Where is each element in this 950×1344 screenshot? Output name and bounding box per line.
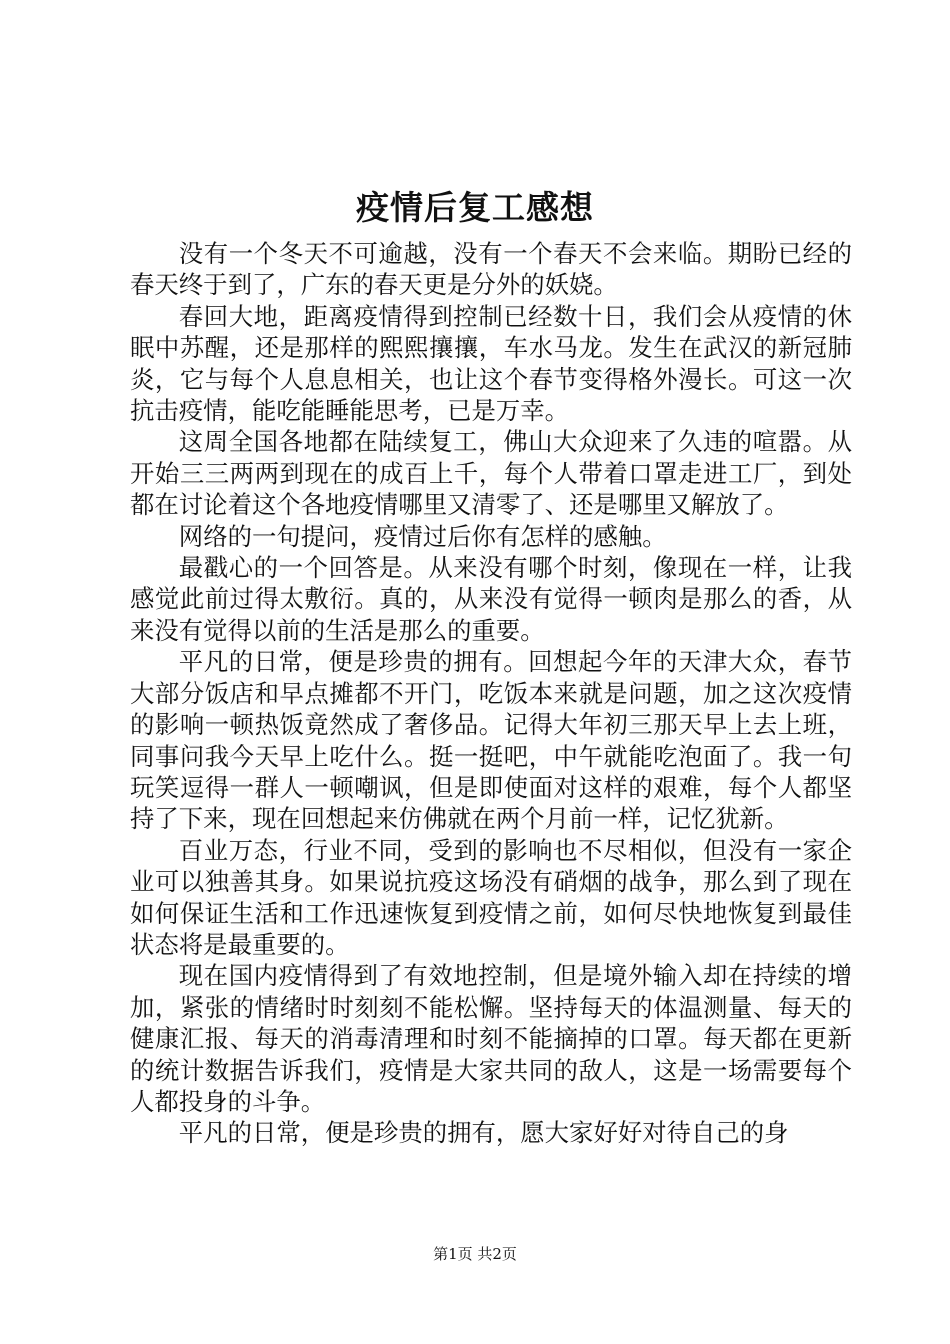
paragraph: 百业万态，行业不同，受到的影响也不尽相似，但没有一家企业可以独善其身。如果说抗疫这场没有硝烟的战争，那么到了现在如何保证生活和工作迅速恢复到疫情之前，如何尽快地恢复到最佳状态将是最重要的。 [130, 835, 852, 959]
document-title: 疫情后复工感想 [356, 188, 594, 227]
paragraph: 春回大地，距离疫情得到控制已经数十日，我们会从疫情的休眠中苏醒，还是那样的熙熙攘攘，车水马龙。发生在武汉的新冠肺炎，它与每个人息息相关，也让这个春节变得格外漫长。可这一次抗击疫情，能吃能睡能思考，已是万幸。 [130, 301, 852, 426]
paragraph: 最戳心的一个回答是。从来没有哪个时刻，像现在一样，让我感觉此前过得太敷衍。真的，从来没有觉得一顿肉是那么的香，从来没有觉得以前的生活是那么的重要。 [130, 553, 852, 645]
paragraph: 这周全国各地都在陆续复工，佛山大众迎来了久违的喧嚣。从开始三三两两到现在的成百上千，每个人带着口罩走进工厂，到处都在讨论着这个各地疫情哪里又清零了、还是哪里又解放了。 [130, 427, 852, 520]
paragraph: 平凡的日常，便是珍贵的拥有，愿大家好好对待自己的身 [178, 1118, 789, 1148]
paragraph: 没有一个冬天不可逾越，没有一个春天不会来临。期盼已经的春天终于到了，广东的春天更是分外的妖娆。 [130, 239, 852, 300]
paragraph: 网络的一句提问，疫情过后你有怎样的感触。 [178, 521, 667, 551]
paragraph: 现在国内疫情得到了有效地控制，但是境外输入却在持续的增加，紧张的情绪时时刻刻不能松懈。坚持每天的体温测量、每天的健康汇报、每天的消毒清理和时刻不能摘掉的口罩。每天都在更新的统计数据告诉我们，疫情是大家共同的敌人，这是一场需要每个人都投身的斗争。 [130, 961, 852, 1116]
document-body [130, 238, 852, 1149]
page-number-footer: 第1页 共2页 [433, 1245, 517, 1263]
paragraph: 平凡的日常，便是珍贵的拥有。回想起今年的天津大众，春节大部分饭店和早点摊都不开门，吃饭本来就是问题，加之这次疫情的影响一顿热饭竟然成了奢侈品。记得大年初三那天早上去上班，同事问我今天早上吃什么。挺一挺吧，中午就能吃泡面了。我一句玩笑逗得一群人一顿嘲讽，但是即使面对这样的艰难，每个人都坚持了下来，现在回想起来仿佛就在两个月前一样，记忆犹新。 [130, 647, 852, 834]
